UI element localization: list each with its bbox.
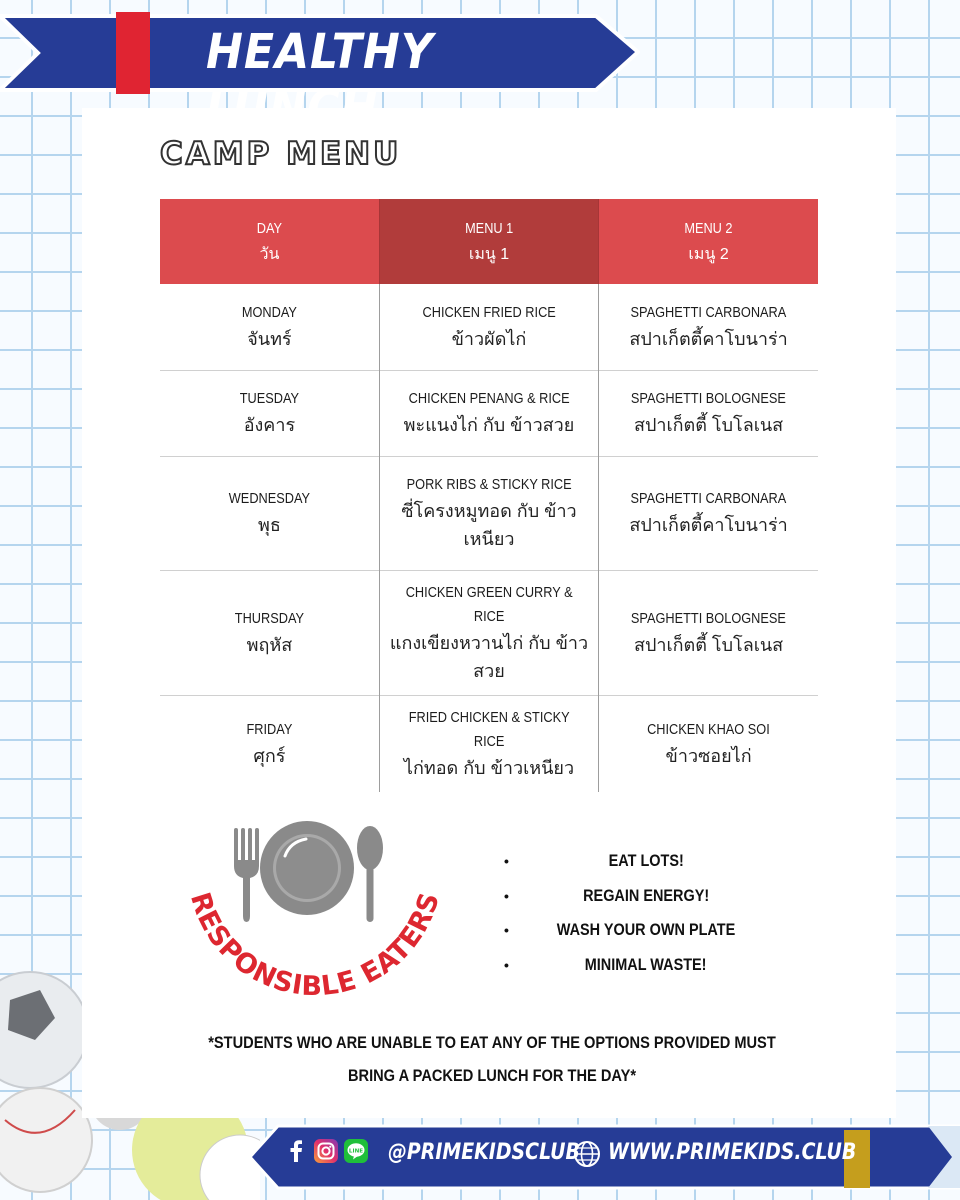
- spoon-icon: [357, 826, 383, 922]
- facebook-icon[interactable]: [284, 1139, 308, 1163]
- table-row: [160, 370, 818, 456]
- header-menu-1: MENU 1 เมนู 1: [379, 199, 598, 284]
- social-icons: [284, 1139, 368, 1163]
- responsible-eaters-text: RESPONSIBLE EATERS: [183, 888, 446, 1003]
- menu2-cell: SPAGHETTI CARBONARA สปาเก็ตตี้คาโบนาร่า: [599, 456, 818, 570]
- table-row: [160, 284, 818, 370]
- table-row: [160, 695, 818, 792]
- camp-menu-title: CAMP MENU: [160, 136, 402, 172]
- day-cell: THURSDAY พฤหัส: [160, 570, 379, 695]
- svg-text:LINE: LINE: [348, 1148, 364, 1155]
- bottom-banner: [248, 1124, 960, 1190]
- menu1-cell: FRIED CHICKEN & STICKY RICE ไก่ทอด กับ ข้าวเหนียว: [379, 695, 598, 792]
- tips-list: [496, 844, 796, 982]
- day-cell: FRIDAY ศุกร์: [160, 695, 379, 792]
- menu2-cell: SPAGHETTI BOLOGNESE สปาเก็ตตี้ โบโลเนส: [599, 570, 818, 695]
- line-icon[interactable]: [344, 1139, 368, 1163]
- menu-card: [82, 108, 896, 1118]
- list-item: • REGAIN ENERGY!: [504, 885, 710, 905]
- table-row: [160, 456, 818, 570]
- list-item: • MINIMAL WASTE!: [504, 954, 707, 974]
- menu2-cell: SPAGHETTI BOLOGNESE สปาเก็ตตี้ โบโลเนส: [599, 370, 818, 456]
- table-row: [160, 570, 818, 695]
- responsible-eaters-logo: [170, 820, 460, 1010]
- menu-table: [160, 199, 818, 792]
- menu2-cell: SPAGHETTI CARBONARA สปาเก็ตตี้คาโบนาร่า: [599, 284, 818, 370]
- menu1-cell: CHICKEN FRIED RICE ข้าวผัดไก่: [379, 284, 598, 370]
- header-menu-2: MENU 2 เมนู 2: [599, 199, 818, 284]
- day-cell: TUESDAY อังคาร: [160, 370, 379, 456]
- instagram-icon[interactable]: [314, 1139, 338, 1163]
- list-item: • EAT LOTS!: [504, 851, 684, 870]
- menu1-cell: CHICKEN PENANG & RICE พะแนงไก่ กับ ข้าวสวย: [379, 370, 598, 456]
- header-day: DAY วัน: [160, 199, 379, 284]
- fork-icon: [234, 828, 259, 922]
- menu-table-header: [160, 199, 818, 284]
- globe-icon: [573, 1140, 601, 1168]
- banner-title: HEALTHY: [206, 24, 434, 80]
- social-handle[interactable]: @PRIMEKIDSCLUB: [388, 1140, 580, 1165]
- footnote: *STUDENTS WHO ARE UNABLE TO EAT ANY OF THE OPTIONS PROVIDED MUST BRING A PACKED LUNCH FOR THE DAY*: [208, 1033, 776, 1085]
- banner-red-tab: [116, 12, 150, 94]
- website-link[interactable]: WWW.PRIMEKIDS.CLUB: [608, 1140, 857, 1165]
- day-cell: WEDNESDAY พุธ: [160, 456, 379, 570]
- day-cell: MONDAY จันทร์: [241, 304, 297, 349]
- plate-icon: [260, 821, 354, 915]
- top-banner: [0, 12, 640, 92]
- menu1-cell: CHICKEN GREEN CURRY & RICE แกงเขียงหวานไก่ กับ ข้าวสวย: [379, 570, 598, 695]
- menu2-cell: CHICKEN KHAO SOI ข้าวซอยไก่: [599, 695, 818, 792]
- menu1-cell: PORK RIBS & STICKY RICE ซี่โครงหมูทอด กับ ข้าวเหนียว: [379, 456, 598, 570]
- list-item: • WASH YOUR OWN PLATE: [504, 920, 736, 939]
